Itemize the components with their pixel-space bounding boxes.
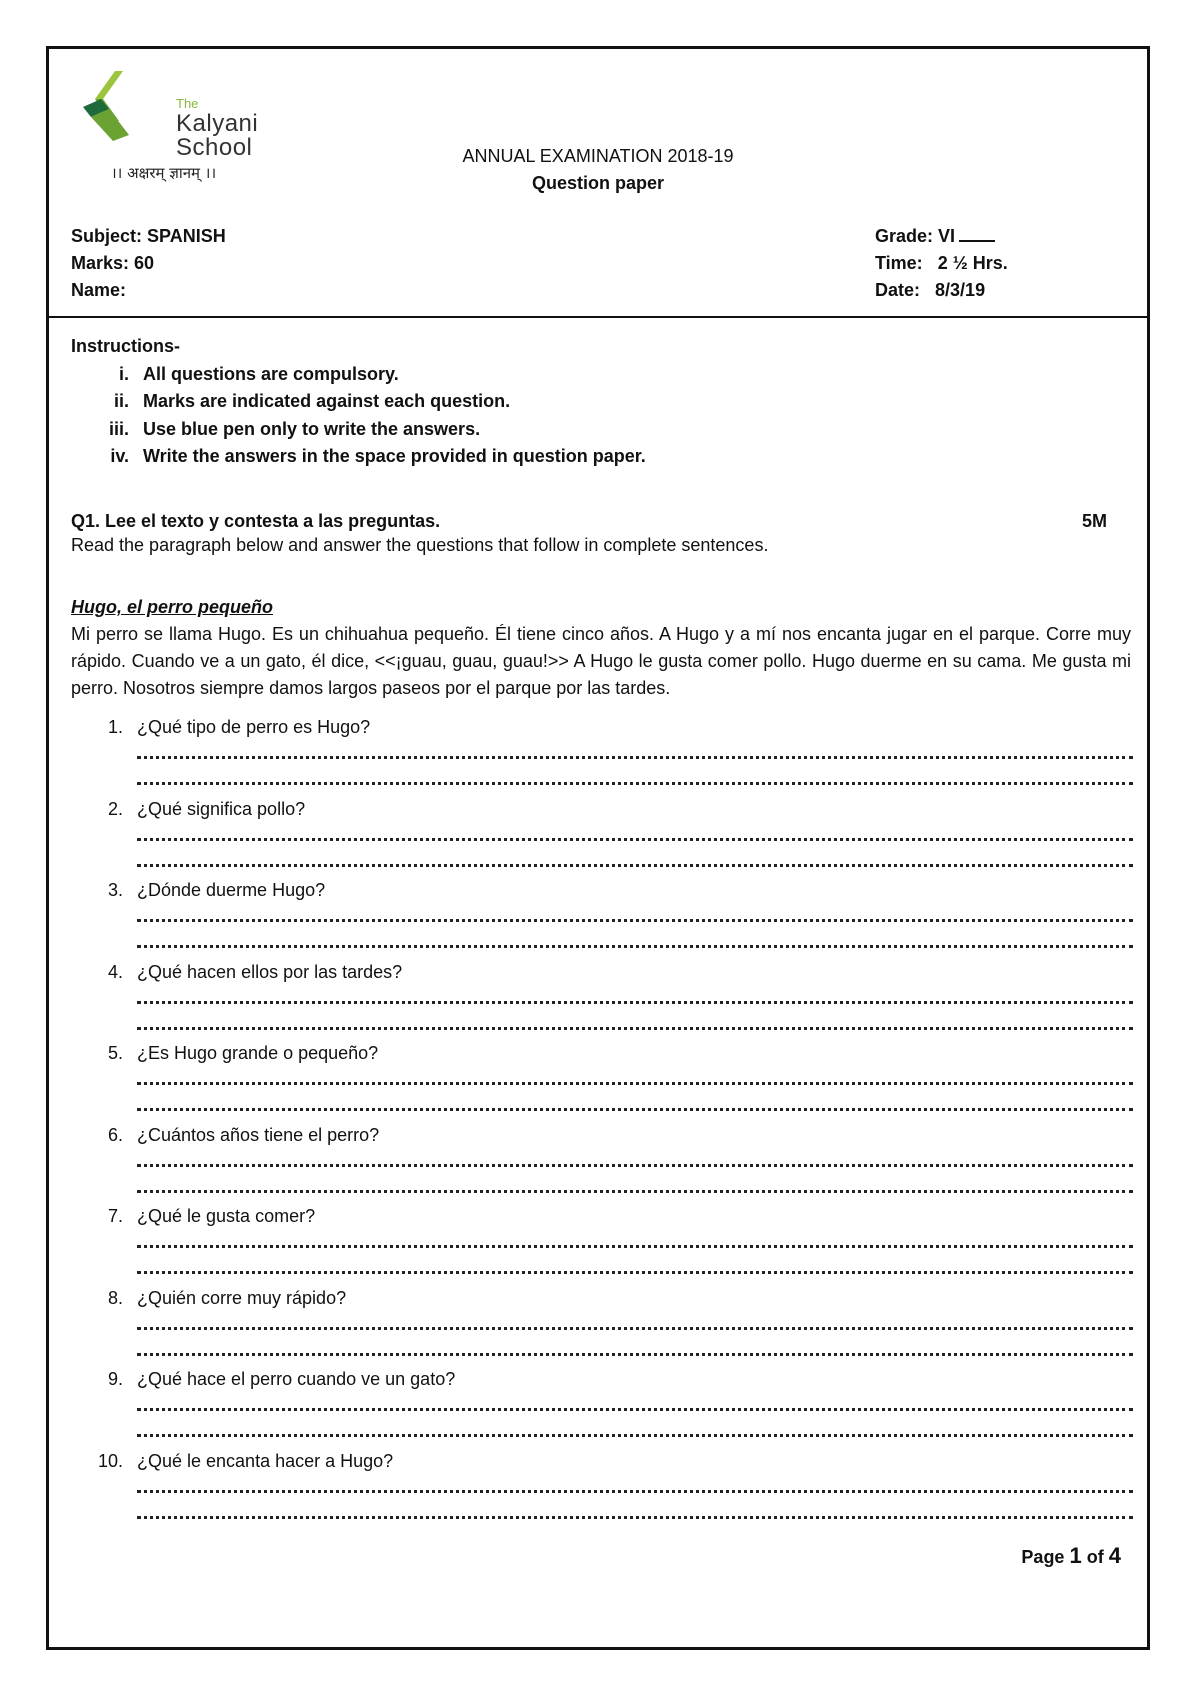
instruction-text: Marks are indicated against each question.: [143, 391, 511, 411]
question-text: ¿Dónde duerme Hugo?: [137, 880, 326, 900]
question-item: [89, 1206, 1133, 1288]
question-number: 4.: [107, 961, 123, 982]
of-word: of: [1086, 1547, 1104, 1567]
grade-value: VI: [938, 226, 956, 246]
question-number: 5.: [107, 1043, 123, 1063]
grade-label: Grade:: [875, 226, 934, 246]
question-item: [89, 880, 1133, 962]
date-label: Date:: [875, 280, 921, 300]
answer-line[interactable]: [137, 1327, 1133, 1330]
instruction-num: iv.: [110, 446, 129, 466]
question-item: [89, 1125, 1133, 1207]
passage-text: Mi perro se llama Hugo. Es un chihuahua pequeño. Él tiene cinco años. A Hugo y a mí nos encanta jugar en el parque. Corre muy rápido. Cuando ve a un gato, él dice, <<¡guau, guau, guau!>> A Hugo le gusta comer pollo. Hugo duerme en su cama. Me gusta mi perro. Nosotros siempre damos largos paseos por el parque por las tardes.: [71, 624, 1131, 698]
question-item: [89, 1288, 1133, 1370]
passage-title: Hugo, el perro pequeño: [71, 597, 274, 617]
question-text: ¿Qué le gusta comer?: [137, 1206, 316, 1226]
question-number: 8.: [107, 1287, 123, 1308]
instruction-item: [71, 416, 646, 444]
question-item: [89, 1369, 1133, 1451]
page-word: Page: [1021, 1547, 1065, 1567]
instruction-num: ii.: [113, 391, 129, 411]
instructions-heading: Instructions-: [71, 336, 181, 356]
question-text: ¿Qué significa pollo?: [137, 798, 306, 819]
answer-line[interactable]: [137, 864, 1133, 867]
question-1-section: [71, 511, 1131, 556]
instruction-item: [71, 361, 646, 389]
answer-line[interactable]: [137, 1408, 1133, 1411]
date-row: [875, 277, 1008, 304]
header-right-meta: [875, 223, 1008, 304]
answer-line[interactable]: [137, 1108, 1133, 1111]
logo-the: The: [176, 96, 199, 111]
answer-line[interactable]: [137, 1164, 1133, 1167]
question-item: [89, 717, 1133, 799]
instruction-item: [71, 443, 646, 471]
kalyani-logo-icon: [79, 69, 149, 149]
grade-row: [875, 223, 1008, 250]
instruction-num: i.: [118, 363, 129, 384]
answer-line[interactable]: [137, 1001, 1133, 1004]
time-value: 2 ½ Hrs.: [937, 253, 1008, 273]
answer-line[interactable]: [137, 919, 1133, 922]
question-item: [89, 799, 1133, 881]
time-label: Time:: [875, 253, 923, 273]
question-number: 1.: [107, 717, 123, 737]
subject-row: [71, 223, 226, 250]
question-item: [89, 1043, 1133, 1125]
time-row: [875, 250, 1008, 277]
instruction-text: Use blue pen only to write the answers.: [143, 418, 481, 439]
page-footer: [1021, 1543, 1121, 1569]
instruction-text: Write the answers in the space provided in question paper.: [143, 446, 646, 466]
answer-line[interactable]: [137, 1245, 1133, 1248]
answer-line[interactable]: [137, 1082, 1133, 1085]
question-list: [89, 717, 1133, 1532]
name-row: [71, 277, 226, 304]
page-total: 4: [1108, 1543, 1121, 1568]
instruction-num: iii.: [108, 418, 129, 439]
exam-subtitle: Question paper: [531, 173, 665, 193]
question-text: ¿Quién corre muy rápido?: [137, 1287, 347, 1308]
marks-value: 60: [134, 253, 155, 273]
question-number: 10.: [97, 1450, 123, 1471]
question-1-header: [71, 511, 1131, 532]
subject-label: Subject:: [71, 226, 143, 246]
marks-row: [71, 250, 226, 277]
instructions-list: [71, 361, 646, 471]
instructions-section: [71, 333, 646, 471]
grade-blank: [959, 228, 995, 242]
answer-line[interactable]: [137, 1027, 1133, 1030]
page-frame: [46, 46, 1150, 1650]
exam-title: ANNUAL EXAMINATION 2018-19: [462, 146, 734, 166]
question-text: ¿Qué le encanta hacer a Hugo?: [137, 1450, 394, 1471]
question-text: ¿Qué hacen ellos por las tardes?: [137, 961, 403, 982]
question-text: ¿Qué hace el perro cuando ve un gato?: [137, 1369, 456, 1389]
answer-line[interactable]: [137, 782, 1133, 785]
date-value: 8/3/19: [935, 280, 986, 300]
answer-line[interactable]: [137, 838, 1133, 841]
question-item: [89, 1451, 1133, 1533]
question-1-subheading: Read the paragraph below and answer the questions that follow in complete sentences.: [71, 535, 769, 555]
answer-line[interactable]: [137, 1434, 1133, 1437]
answer-line[interactable]: [137, 1190, 1133, 1193]
header-left-meta: [71, 223, 226, 304]
logo-name-line2: School: [176, 134, 253, 161]
question-number: 9.: [107, 1369, 123, 1389]
question-text: ¿Cuántos años tiene el perro?: [137, 1124, 380, 1145]
reading-passage: [71, 594, 1131, 702]
header-divider: [49, 316, 1147, 318]
question-1-heading: Q1. Lee el texto y contesta a las preguntas.: [71, 511, 441, 531]
logo-name-line1: Kalyani: [176, 110, 259, 137]
question-number: 6.: [107, 1124, 123, 1145]
question-number: 3.: [107, 880, 123, 900]
instruction-text: All questions are compulsory.: [143, 363, 399, 384]
question-text: ¿Qué tipo de perro es Hugo?: [137, 717, 371, 737]
question-number: 2.: [107, 798, 123, 819]
question-item: [89, 962, 1133, 1044]
answer-line[interactable]: [137, 756, 1133, 759]
answer-line[interactable]: [137, 1271, 1133, 1274]
answer-line[interactable]: [137, 1490, 1133, 1493]
answer-line[interactable]: [137, 1353, 1133, 1356]
answer-line[interactable]: [137, 1516, 1133, 1519]
page-number: 1: [1069, 1543, 1082, 1568]
subject-value: SPANISH: [147, 226, 226, 246]
instruction-item: [71, 388, 646, 416]
answer-line[interactable]: [137, 945, 1133, 948]
marks-label: Marks:: [71, 253, 130, 273]
question-text: ¿Es Hugo grande o pequeño?: [137, 1043, 379, 1063]
name-label: Name:: [71, 280, 127, 300]
logo-motto: ।। अक्षरम् ज्ञानम् ।।: [111, 164, 217, 182]
question-number: 7.: [107, 1206, 123, 1226]
question-1-marks: 5M: [1081, 511, 1107, 531]
